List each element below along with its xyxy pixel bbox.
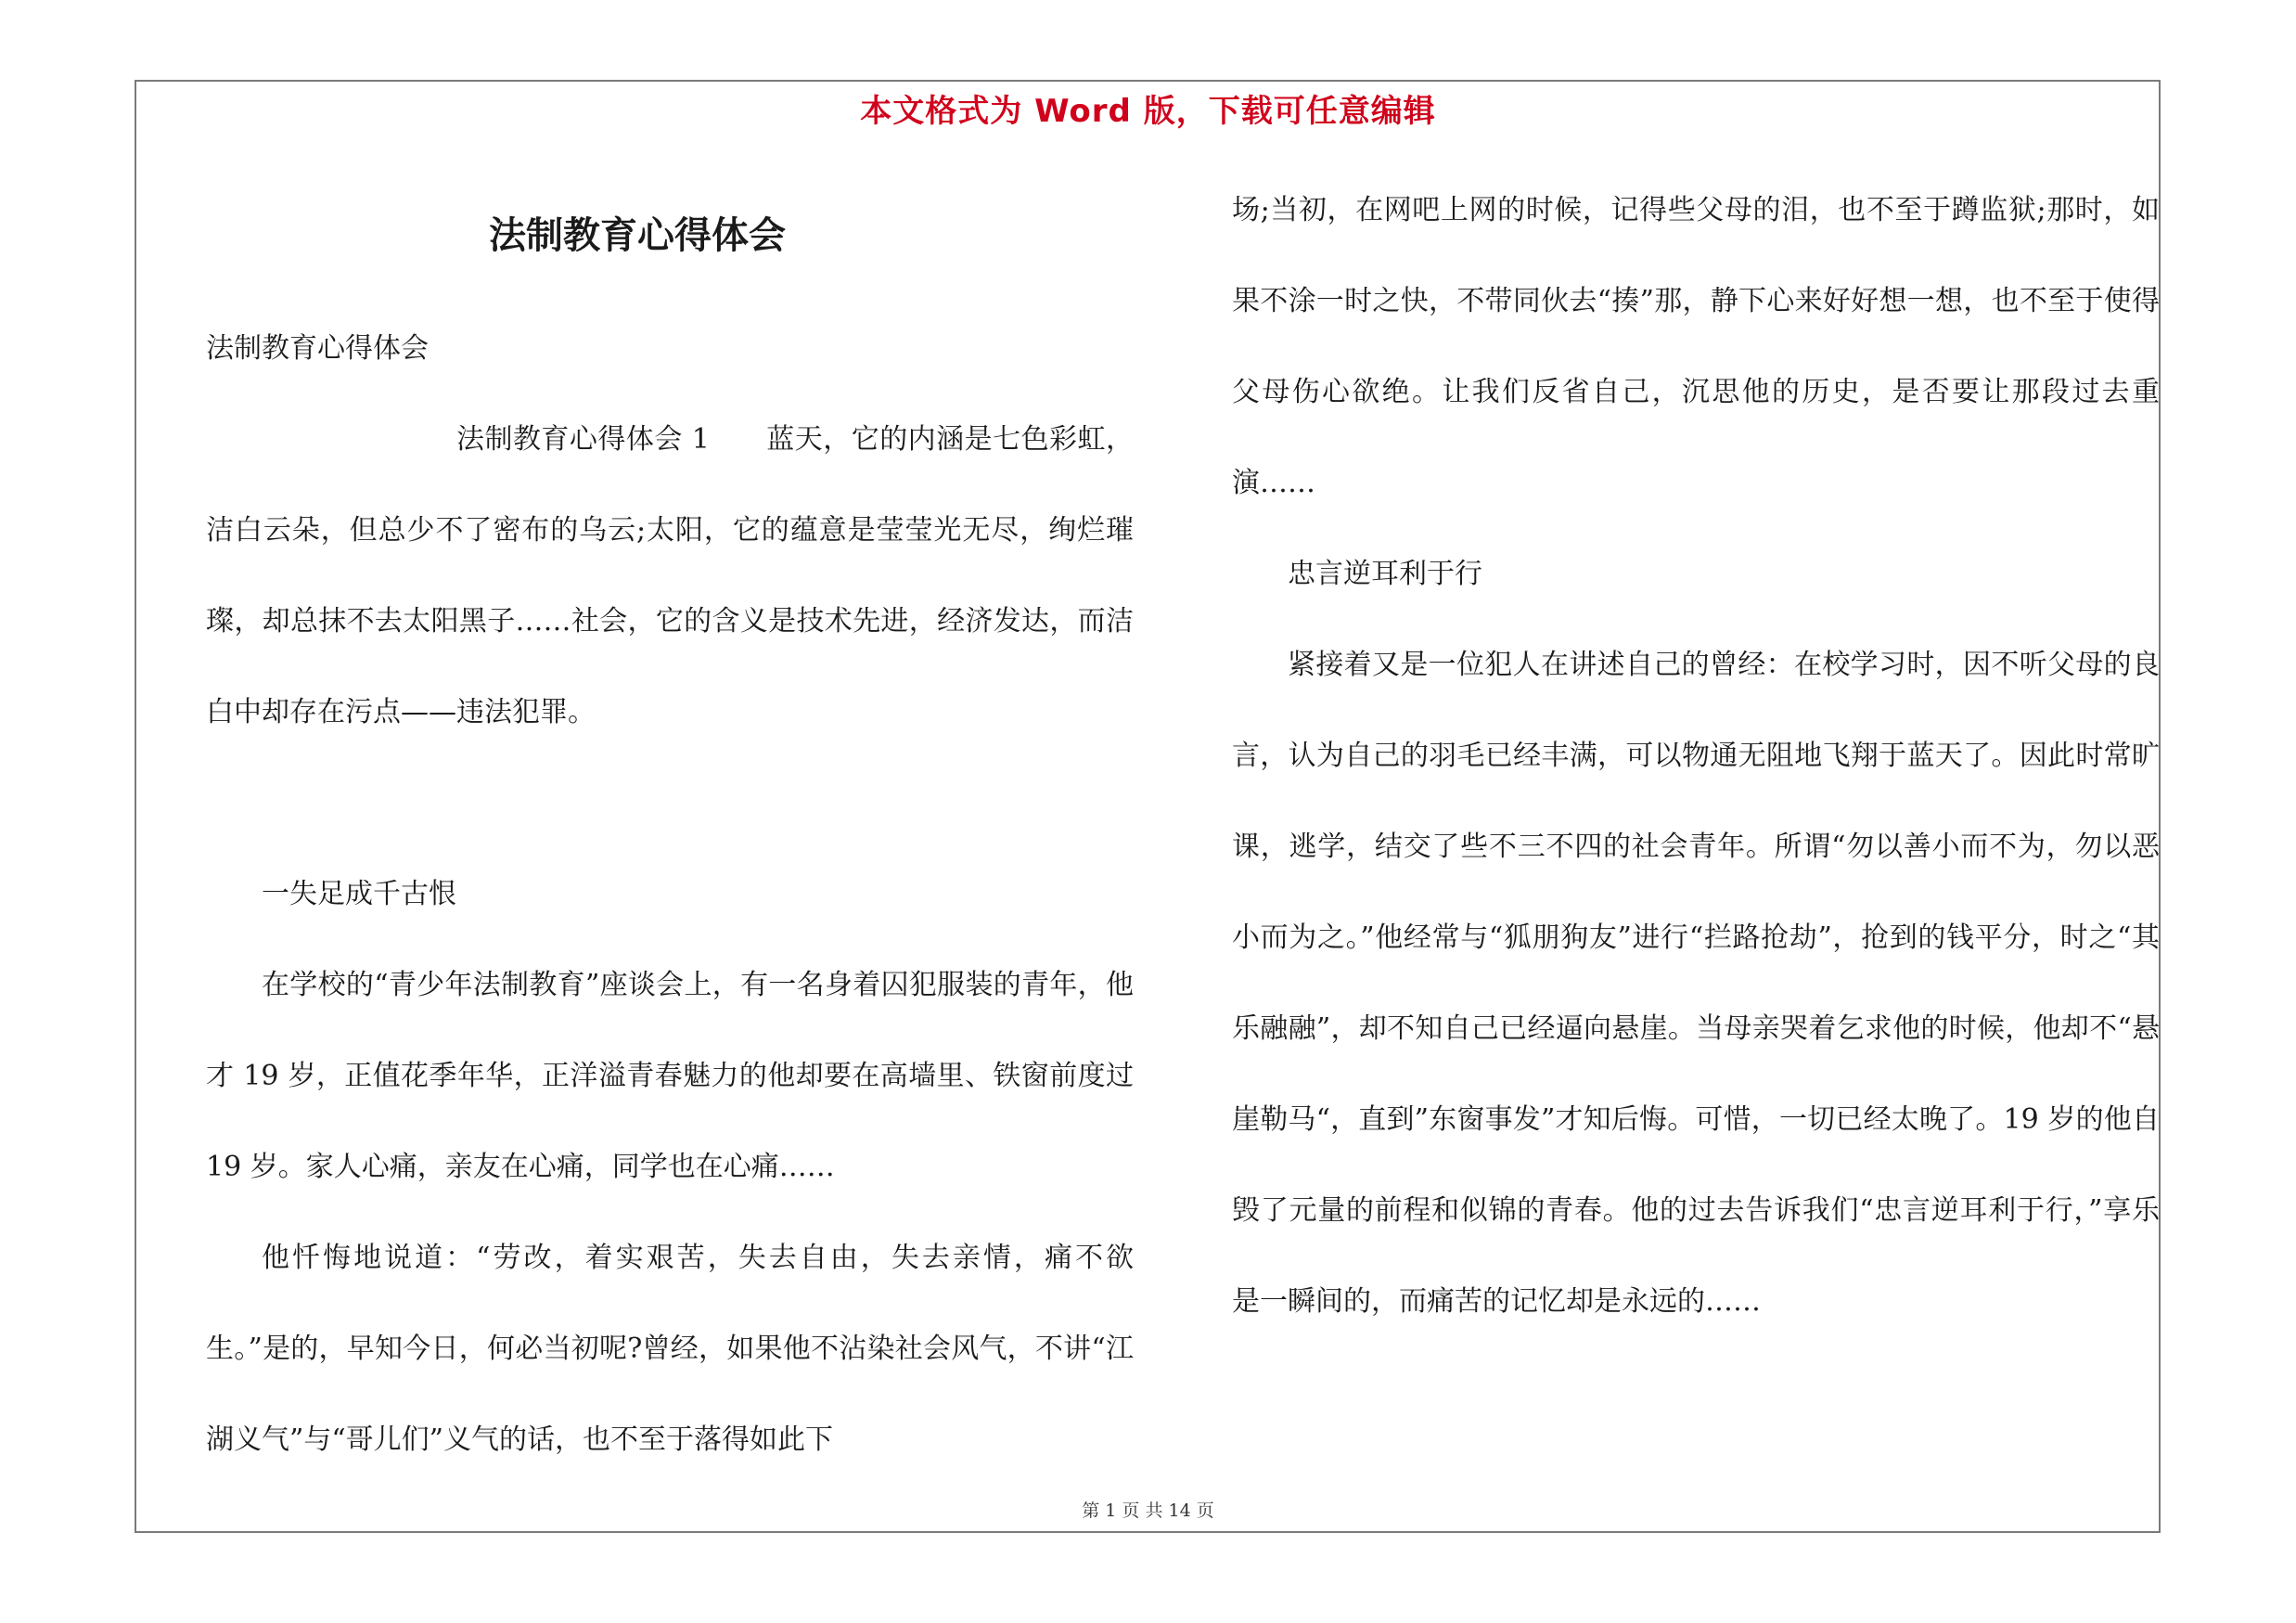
paragraph-continued: 场;当初，在网吧上网的时候，记得些父母的泪，也不至于蹲监狱;那时，如果不涂一时之快，不带同伙去“揍”那，静下心来好好想一想，也不至于使得父母伤心欲绝。让我们反省自己，沉思他的历史，是否要让那段过去重演…… <box>1232 194 2160 499</box>
right-text-column <box>1232 165 2160 1347</box>
paragraph-seminar: 在学校的“青少年法制教育”座谈会上，有一名身着囚犯服装的青年，他才 19 岁，正值花季年华，正洋溢青春魅力的他却要在高墙里、铁窗前度过 19 岁。家人心痛，亲友在心痛，同学也在心痛…… <box>206 969 1134 1183</box>
paragraph-intro: 法制教育心得体会 1 蓝天，它的内涵是七色彩虹，洁白云朵，但总少不了密布的乌云;太阳，它的蕴意是莹莹光无尽，绚烂璀璨，却总抹不去太阳黑子……社会，它的含义是技术先进，经济发达，而洁白中却存在污点——违法犯罪。 <box>206 423 1134 728</box>
left-text-column <box>206 303 1134 1486</box>
paragraph-gap <box>206 758 1134 849</box>
section-heading-regret: 一失足成千古恨 <box>262 878 456 910</box>
paragraph-confession: 他忏悔地说道：“劳改，着实艰苦，失去自由，失去亲情，痛不欲生。”是的，早知今日，何必当初呢?曾经，如果他不沾染社会风气，不讲“江湖义气”与“哥儿们”义气的话，也不至于落得如此下 <box>206 1242 1134 1456</box>
document-title: 法制教育心得体会 <box>489 214 786 257</box>
page-number-footer: 第 1 页 共 14 页 <box>1082 1501 1214 1521</box>
word-format-banner: 本文格式为 Word 版，下载可任意编辑 <box>860 93 1436 130</box>
paragraph-second-inmate: 紧接着又是一位犯人在讲述自己的曾经：在校学习时，因不听父母的良言，认为自己的羽毛已经丰满，可以物通无阻地飞翔于蓝天了。因此时常旷课，逃学，结交了些不三不四的社会青年。所谓“勿以善小而不为，勿以恶小而为之。”他经常与“狐朋狗友”进行“拦路抢劫”，抢到的钱平分，时之“其乐融融”，却不知自己已经逼向悬崖。当母亲哭着乞求他的时候，他却不“悬崖勒马“，直到”东窗事发”才知后悔。可惜，一切已经太晚了。19 岁的他自毁了元量的前程和似锦的青春。他的过去告诉我们“忠言逆耳利于行，”享乐是一瞬间的，而痛苦的记忆却是永远的…… <box>1232 649 2160 1318</box>
subtitle-line: 法制教育心得体会 <box>206 332 429 365</box>
section-heading-advice: 忠言逆耳利于行 <box>1288 558 1482 590</box>
